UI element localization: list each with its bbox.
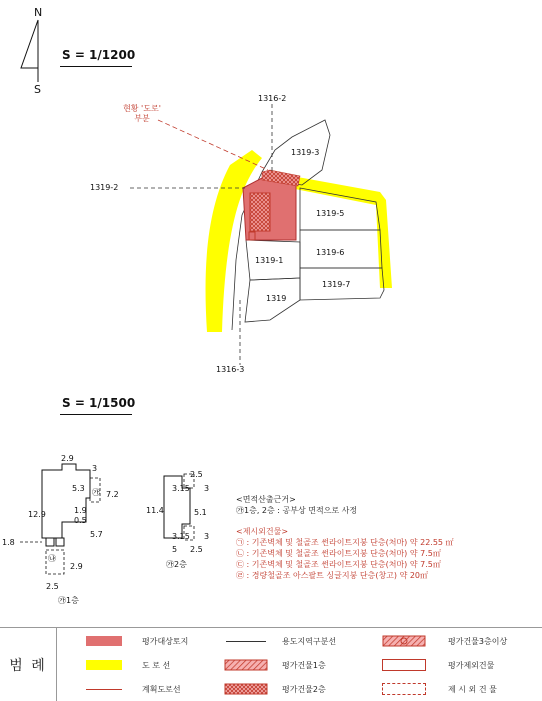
legend-planned-road-line — [86, 689, 122, 690]
label-1319-3: 1319-3 — [291, 148, 320, 157]
floor2-dim-3-bottom: 3 — [204, 532, 210, 541]
floor2-dim-3-top: 3 — [204, 484, 210, 493]
area-line: ㉮1층, 2층 : 공부상 면적으로 사정 — [236, 506, 358, 515]
legend-excluded-swatch — [382, 659, 426, 671]
label-1319-5: 1319-5 — [316, 209, 345, 218]
floor2-caption: ㉮2층 — [166, 560, 187, 569]
floor1-sketch — [0, 450, 130, 600]
floor2-dim-2.5-top: 2.5 — [190, 470, 203, 479]
legend-zone-label: 용도지역구분선 — [282, 637, 337, 646]
legend-zone-line — [226, 641, 266, 642]
legend-2floor-swatch — [224, 683, 268, 695]
building-main — [250, 193, 270, 231]
floor1-caption: ㉮1층 — [58, 596, 79, 605]
floor-scale: S = 1/1500 — [62, 396, 136, 410]
notes-block — [236, 494, 536, 581]
label-1316-2: 1316-2 — [258, 94, 287, 103]
label-1316-3: 1316-3 — [216, 365, 245, 374]
floor1-dim-1.8: 1.8 — [2, 538, 15, 547]
floor1-dim-12.9: 12.9 — [28, 510, 46, 519]
excl-line-1: ㉠ : 기존벽체 및 철골조 썬라이트지붕 단층(처마) 약 22.55 ㎡ — [236, 538, 454, 547]
floor1-dim-5.7: 5.7 — [90, 530, 103, 539]
floor1-dim-5.3: 5.3 — [72, 484, 85, 493]
floor1-dim-0.5: 0.5 — [74, 516, 87, 525]
excl-line-4: ㉣ : 경량철골조 아스팔트 싱글지붕 단층(창고) 약 20㎡ — [236, 571, 429, 580]
legend-2floor-label: 평가건물2층 — [282, 685, 326, 694]
legend-excluded-label: 평가제외건물 — [448, 661, 495, 670]
south-label: S — [34, 83, 41, 96]
floor2-dim-3.15-top: 3.15 — [172, 484, 190, 493]
legend-road-label: 도 로 선 — [142, 661, 171, 670]
floor1-dim-7.2: 7.2 — [106, 490, 119, 499]
floor2-dim-2.5-bottom: 2.5 — [190, 545, 203, 554]
legend-subject-label: 평가대상토지 — [142, 637, 189, 646]
legend-subject-swatch — [86, 636, 122, 646]
floor-scale-underline — [60, 414, 132, 415]
floor1-dim-2.9-top: 2.9 — [61, 454, 74, 463]
area-title: <면적산출근거> — [236, 495, 296, 504]
legend-road-swatch — [86, 660, 122, 670]
floor1-dim-2.5: 2.5 — [46, 582, 59, 591]
floor1-mark-b: ㉯ — [48, 554, 56, 563]
floor1-dim-1.9: 1.9 — [74, 506, 87, 515]
legend-extra-building-label: 제 시 외 건 물 — [448, 685, 497, 694]
floor1-mark-a: ㉮ — [92, 488, 100, 497]
legend-divider — [56, 628, 57, 701]
road-callout-line1: 현황 '도로' — [123, 104, 161, 113]
legend-3floor-label: 평가건물3층이상 — [448, 637, 508, 646]
legend-1floor-swatch — [224, 659, 268, 671]
north-label: N — [34, 6, 43, 19]
main-scale: S = 1/1200 — [62, 48, 136, 62]
legend-3floor-swatch — [382, 635, 426, 647]
label-1319-2: 1319-2 — [90, 183, 119, 192]
excl-line-3: ㉢ : 기존벽체 및 철골조 썬라이트지붕 단층(처마) 약 7.5㎡ — [236, 560, 441, 569]
road-callout — [118, 104, 166, 124]
road-callout-line2: 부분 — [134, 114, 150, 123]
floor2-dim-11.4: 11.4 — [146, 506, 164, 515]
floor1-dim-3: 3 — [92, 464, 98, 473]
excl-title: <제시외건물> — [236, 527, 289, 536]
legend-extra-building-swatch — [382, 683, 426, 695]
legend-planned-road-label: 계획도로선 — [142, 685, 181, 694]
legend — [0, 627, 542, 701]
label-1319-7: 1319-7 — [322, 280, 351, 289]
label-1319-6: 1319-6 — [316, 248, 345, 257]
label-1319: 1319 — [266, 294, 287, 303]
legend-1floor-label: 평가건물1층 — [282, 661, 326, 670]
floor2-dim-3.15-bottom: 3.15 — [172, 532, 190, 541]
floor2-dim-5: 5 — [172, 545, 178, 554]
floor2-dim-5.1: 5.1 — [194, 508, 207, 517]
excl-line-2: ㉡ : 기존벽체 및 철골조 썬라이트지붕 단층(처마) 약 7.5㎡ — [236, 549, 441, 558]
label-1319-1: 1319-1 — [255, 256, 284, 265]
floor1-dim-2.9-bottom: 2.9 — [70, 562, 83, 571]
legend-title: 범 례 — [9, 657, 47, 674]
